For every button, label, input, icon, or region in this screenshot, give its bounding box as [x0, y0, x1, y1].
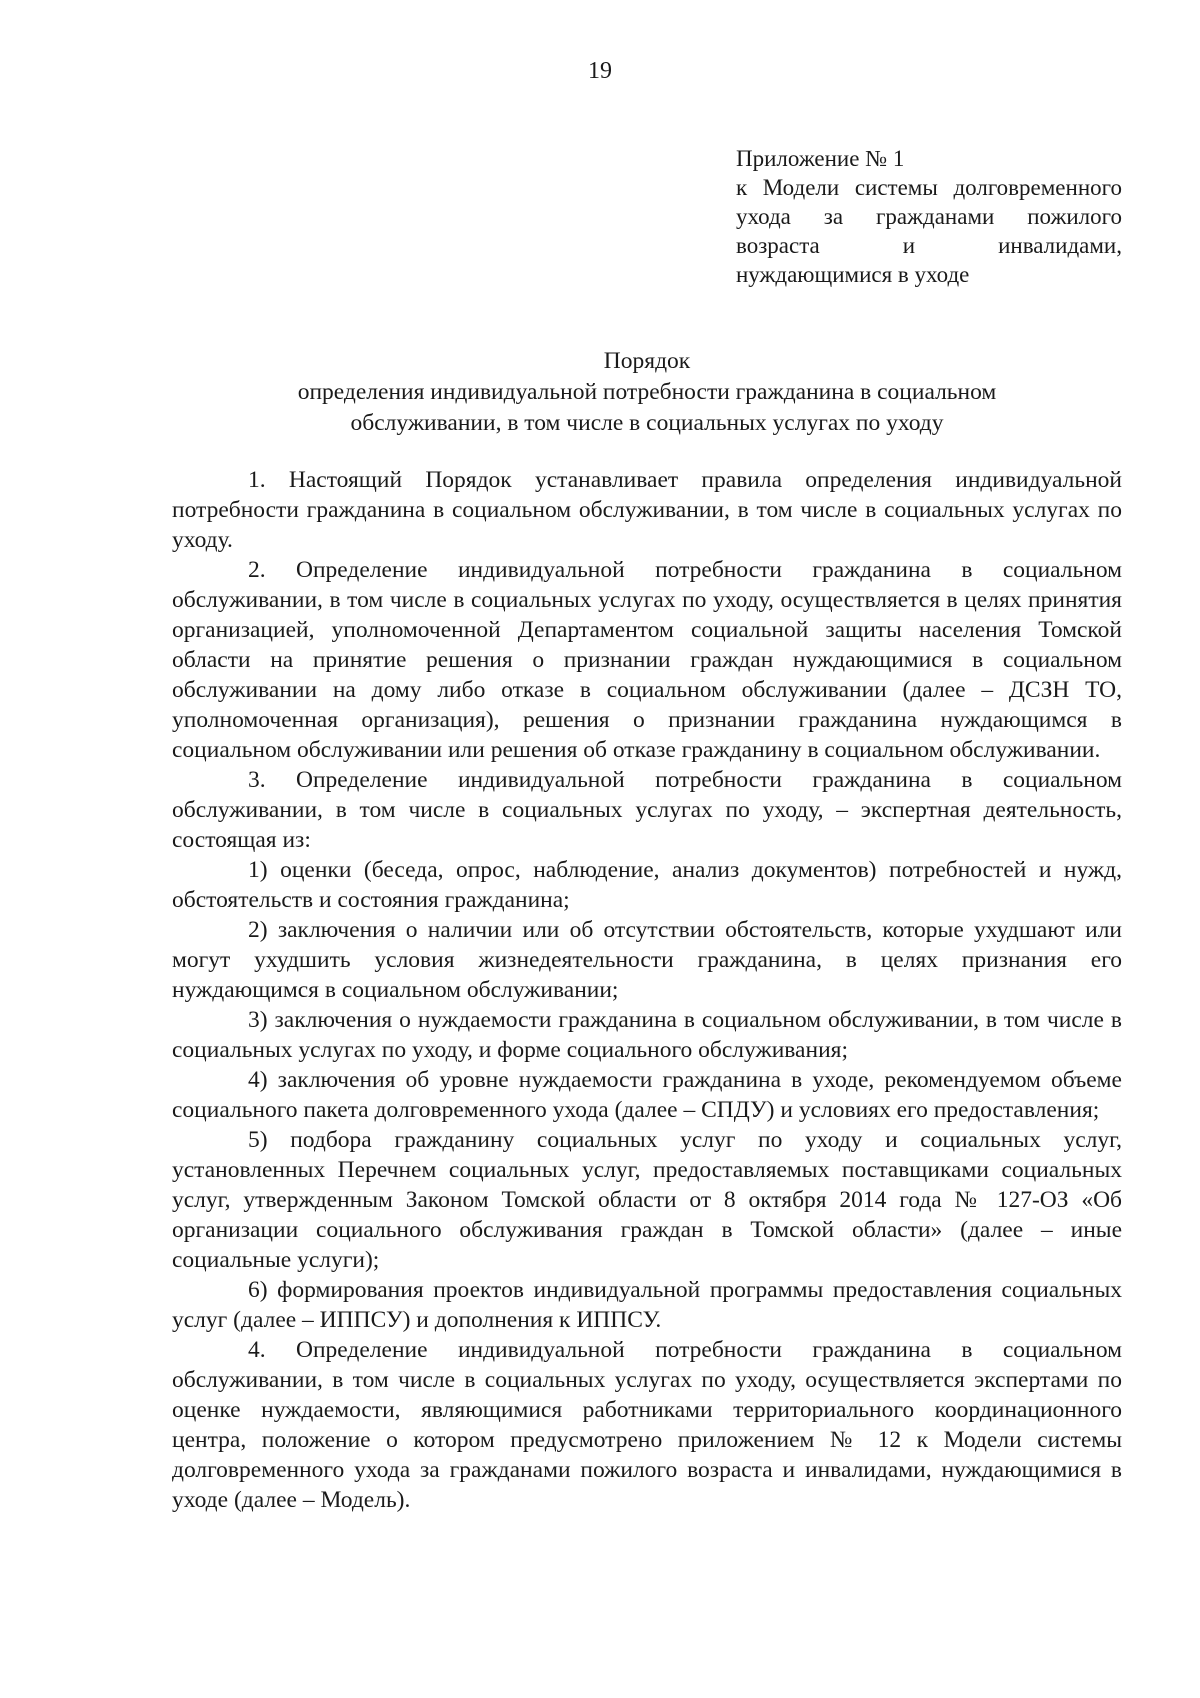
- paragraph: 4. Определение индивидуальной потребности гражданина в социальном обслуживании, в том числе в социальных услугах по уходу, осуществляется экспертами по оценке нуждаемости, являющимися работниками территориального координационного центра, положение о котором предусмотрено приложением № 12 к Модели системы долговременного ухода за гражданами пожилого возраста и инвалидами, нуждающимися в уходе (далее – Модель).: [172, 1337, 1122, 1513]
- document-title: [172, 346, 1122, 439]
- list-item: 1) оценки (беседа, опрос, наблюдение, анализ документов) потребностей и нужд, обстоятельств и состояния гражданина;: [172, 857, 1122, 913]
- appendix-line: возраста и инвалидами,: [736, 233, 1122, 258]
- list-item: 6) формирования проектов индивидуальной программы предоставления социальных услуг (далее – ИППСУ) и дополнения к ИППСУ.: [172, 1277, 1122, 1333]
- appendix-line: нуждающимися в уходе: [736, 262, 970, 287]
- paragraph: 1. Настоящий Порядок устанавливает правила определения индивидуальной потребности гражданина в социальном обслуживании, в том числе в социальных услугах по уходу.: [172, 467, 1122, 553]
- paragraph: 3. Определение индивидуальной потребности гражданина в социальном обслуживании, в том числе в социальных услугах по уходу, – экспертная деятельность, состоящая из:: [172, 767, 1122, 853]
- list-item: 5) подбора гражданину социальных услуг по уходу и социальных услуг, установленных Перечнем социальных услуг, предоставляемых поставщиками социальных услуг, утвержденным Законом Томской области от 8 октября 2014 года № 127-ОЗ «Об организации социального обслуживания граждан в Томской области» (далее – иные социальные услуги);: [172, 1127, 1122, 1273]
- appendix-line: Приложение № 1: [736, 146, 905, 171]
- appendix-line: к Модели системы долговременного: [736, 175, 1122, 200]
- title-line: обслуживании, в том числе в социальных услугах по уходу: [350, 410, 944, 436]
- document-body: [172, 465, 1122, 1515]
- page-number: 19: [588, 58, 612, 84]
- title-line: Порядок: [603, 348, 691, 374]
- appendix-header: [736, 144, 1122, 289]
- list-item: 4) заключения об уровне нуждаемости гражданина в уходе, рекомендуемом объеме социального пакета долговременного ухода (далее – СПДУ) и условиях его предоставления;: [172, 1067, 1122, 1123]
- paragraph: 2. Определение индивидуальной потребности гражданина в социальном обслуживании, в том числе в социальных услугах по уходу, осуществляется в целях принятия организацией, уполномоченной Департаментом социальной защиты населения Томской области на принятие решения о признании граждан нуждающимися в социальном обслуживании на дому либо отказе в социальном обслуживании (далее – ДСЗН ТО, уполномоченная организация), решения о признании гражданина нуждающимся в социальном обслуживании или решения об отказе гражданину в социальном обслуживании.: [172, 557, 1122, 763]
- appendix-line: ухода за гражданами пожилого: [736, 204, 1122, 229]
- list-item: 3) заключения о нуждаемости гражданина в социальном обслуживании, в том числе в социальных услугах по уходу, и форме социального обслуживания;: [172, 1007, 1122, 1063]
- list-item: 2) заключения о наличии или об отсутствии обстоятельств, которые ухудшают или могут ухудшить условия жизнедеятельности гражданина, в целях признания его нуждающимся в социальном обслуживании;: [172, 917, 1122, 1003]
- title-line: определения индивидуальной потребности гражданина в социальном: [297, 379, 997, 405]
